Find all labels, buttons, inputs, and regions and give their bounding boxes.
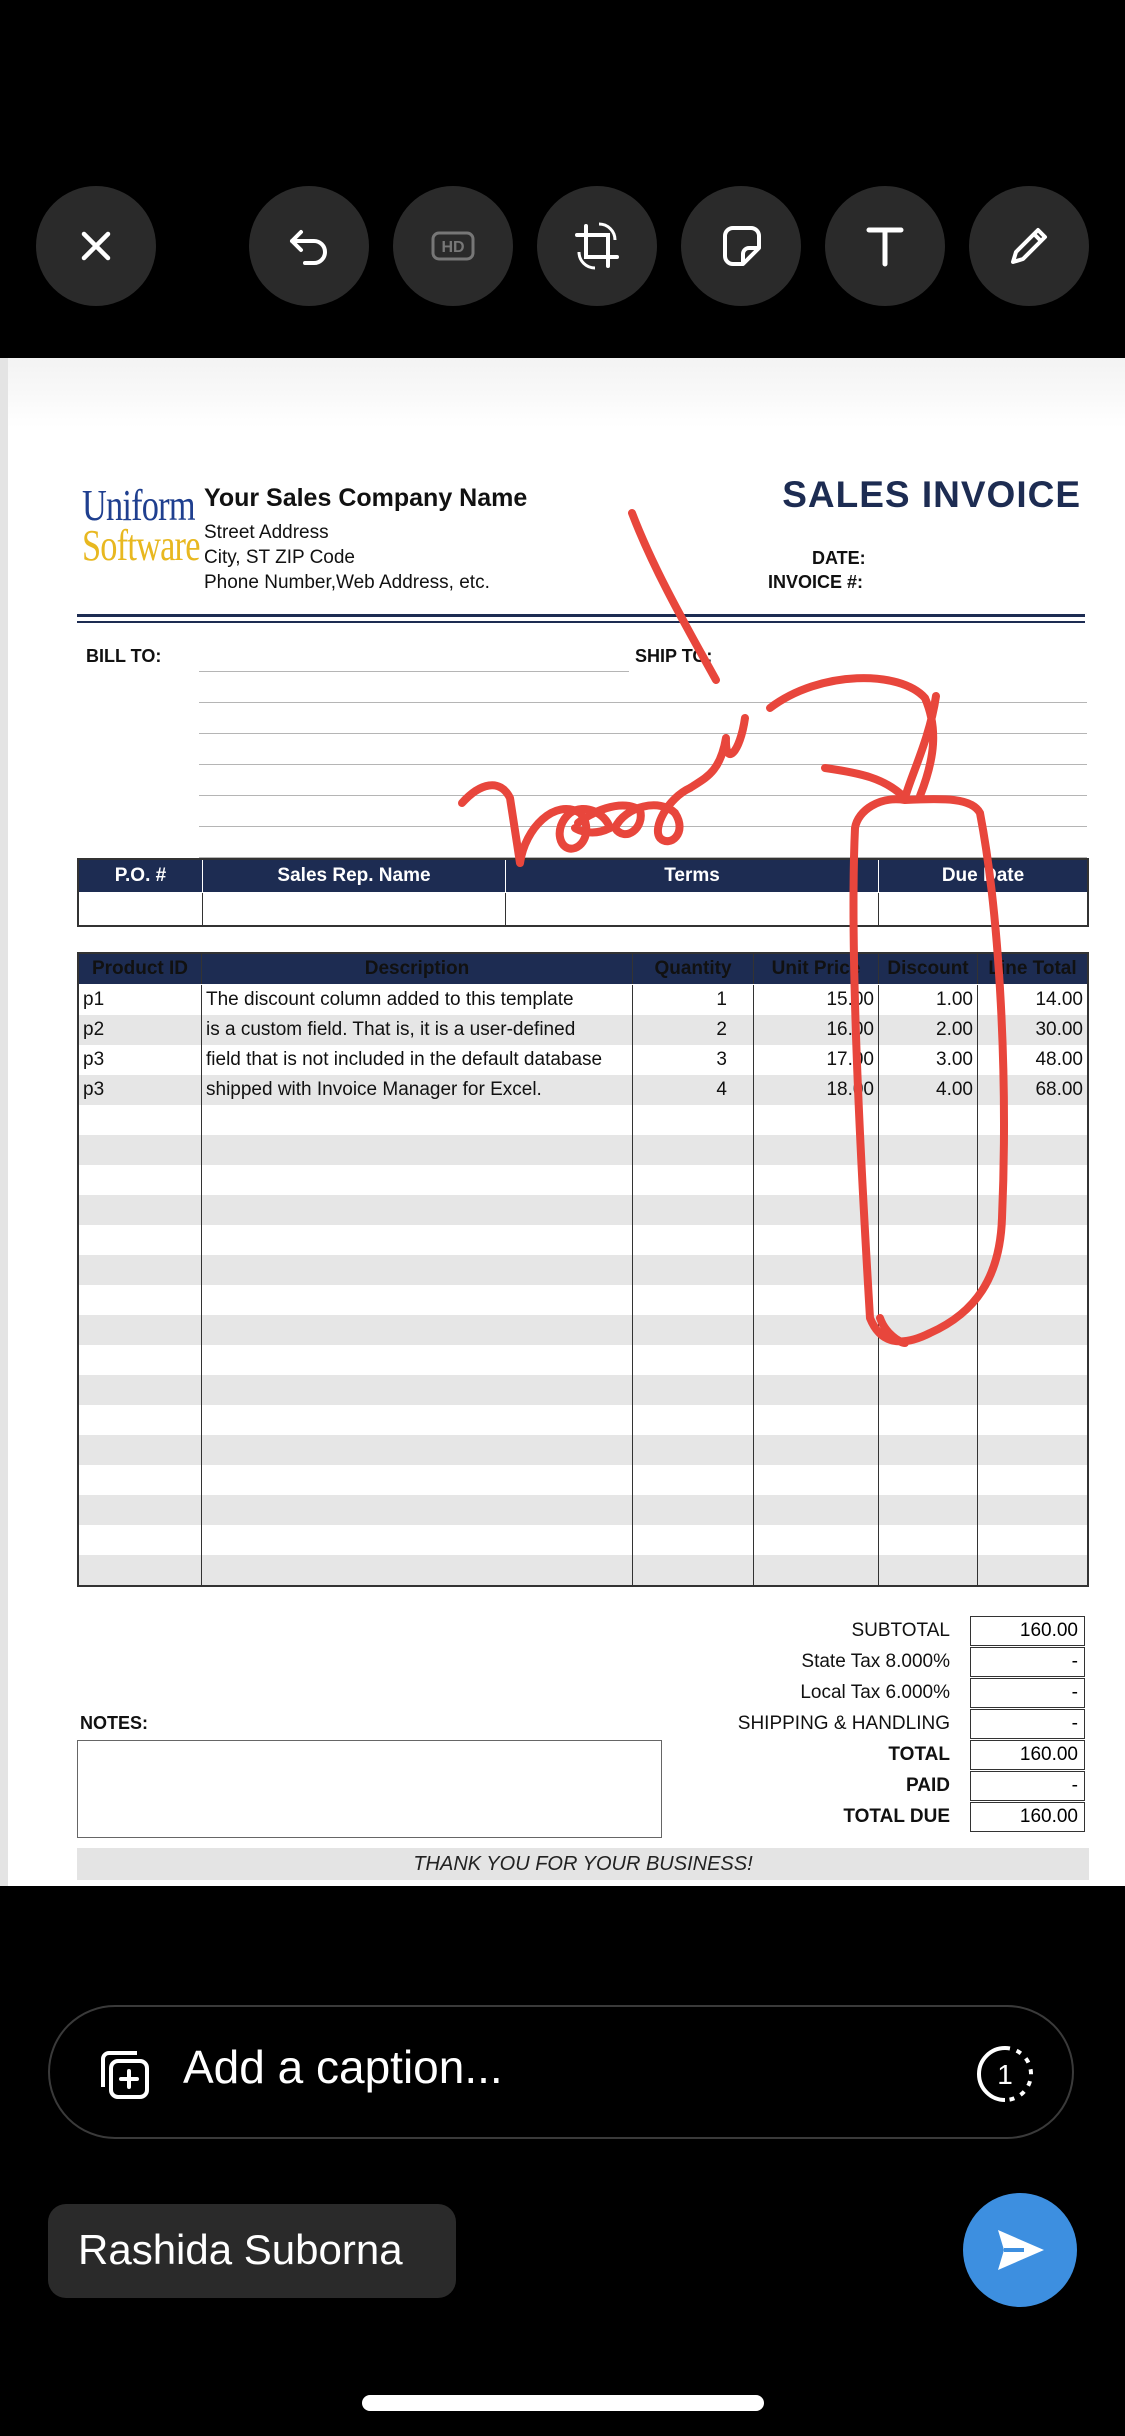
- crop-icon: [571, 220, 623, 272]
- col-product-id: Product ID: [78, 953, 202, 985]
- subtotal-value: 160.00: [970, 1616, 1085, 1646]
- total-value: 160.00: [970, 1740, 1085, 1770]
- total-due-value: 160.00: [970, 1802, 1085, 1832]
- undo-button[interactable]: [249, 186, 369, 306]
- view-once-icon[interactable]: [975, 2044, 1035, 2104]
- total-due-label: TOTAL DUE: [843, 1806, 950, 1827]
- notes-label: NOTES:: [80, 1713, 149, 1733]
- sticker-icon: [715, 220, 767, 272]
- street-address: Street Address: [204, 522, 329, 543]
- hd-icon: [427, 220, 479, 272]
- recipient-name: Rashida Suborna: [78, 2226, 403, 2273]
- company-name: Your Sales Company Name: [204, 484, 528, 512]
- paid-value: -: [970, 1771, 1085, 1801]
- terms-header: Terms: [506, 859, 879, 893]
- text-icon: [859, 220, 911, 272]
- table-row: p2 is a custom field. That is, it is a user-defined 2 16.00 2.00 30.00: [78, 1015, 1088, 1045]
- invoice-number-label: INVOICE #:: [768, 572, 864, 592]
- city-line: City, ST ZIP Code: [204, 547, 355, 568]
- local-tax-label: Local Tax 6.000%: [800, 1682, 950, 1703]
- contact-line: Phone Number,Web Address, etc.: [204, 572, 490, 593]
- undo-icon: [283, 220, 335, 272]
- send-button[interactable]: [963, 2193, 1077, 2307]
- svg-text:HD: HD: [441, 239, 465, 256]
- send-icon: [990, 2220, 1050, 2280]
- annotation-stroke-slash: [632, 513, 716, 680]
- col-quantity: Quantity: [633, 953, 754, 985]
- table-row: p1 The discount column added to this template 1 15.00 1.00 14.00: [78, 985, 1088, 1016]
- annotation-loop: [853, 799, 1003, 1343]
- close-button[interactable]: [36, 186, 156, 306]
- bottom-bar: [0, 1886, 1125, 2436]
- po-header: P.O. #: [78, 859, 203, 893]
- hd-button[interactable]: [393, 186, 513, 306]
- close-icon: [70, 220, 122, 272]
- company-logo: Uniform Software: [82, 481, 200, 570]
- invoice-image: [0, 358, 1125, 1886]
- invoice-title: SALES INVOICE: [782, 474, 1081, 515]
- sales-rep-header: Sales Rep. Name: [203, 859, 506, 893]
- shipping-label: SHIPPING & HANDLING: [737, 1713, 950, 1734]
- table-row: p3 shipped with Invoice Manager for Excel. 4 18.00 4.00 68.00: [78, 1075, 1088, 1105]
- col-unit-price: Unit Price: [754, 953, 879, 985]
- home-indicator[interactable]: [362, 2395, 764, 2411]
- pen-button[interactable]: [969, 186, 1089, 306]
- paid-label: PAID: [906, 1775, 950, 1796]
- caption-placeholder: Add a caption...: [183, 2041, 503, 2093]
- col-description: Description: [202, 953, 633, 985]
- table-row: p3 field that is not included in the default database 3 17.00 3.00 48.00: [78, 1045, 1088, 1075]
- ship-to-label: SHIP TO:: [635, 646, 713, 666]
- sticker-button[interactable]: [681, 186, 801, 306]
- local-tax-value: -: [970, 1678, 1085, 1708]
- editor-toolbar: [0, 0, 1125, 358]
- annotation-word-need: [462, 718, 745, 863]
- state-tax-label: State Tax 8.000%: [801, 1651, 950, 1672]
- col-discount: Discount: [879, 953, 978, 985]
- shipping-value: -: [970, 1709, 1085, 1739]
- state-tax-value: -: [970, 1647, 1085, 1677]
- subtotal-label: SUBTOTAL: [851, 1620, 950, 1641]
- due-date-header: Due Date: [879, 859, 1089, 893]
- svg-text:1: 1: [997, 2059, 1013, 2090]
- col-line-total: Line Total: [978, 953, 1089, 985]
- date-label: DATE:: [812, 548, 866, 568]
- crop-rotate-button[interactable]: [537, 186, 657, 306]
- thank-you-footer: THANK YOU FOR YOUR BUSINESS!: [77, 1848, 1089, 1880]
- text-button[interactable]: [825, 186, 945, 306]
- bill-to-label: BILL TO:: [86, 646, 162, 666]
- add-media-icon[interactable]: [95, 2045, 155, 2105]
- pen-icon: [1003, 220, 1055, 272]
- pen-annotation: [0, 358, 1125, 1886]
- total-label: TOTAL: [888, 1744, 950, 1765]
- annotation-arrow: [770, 678, 936, 798]
